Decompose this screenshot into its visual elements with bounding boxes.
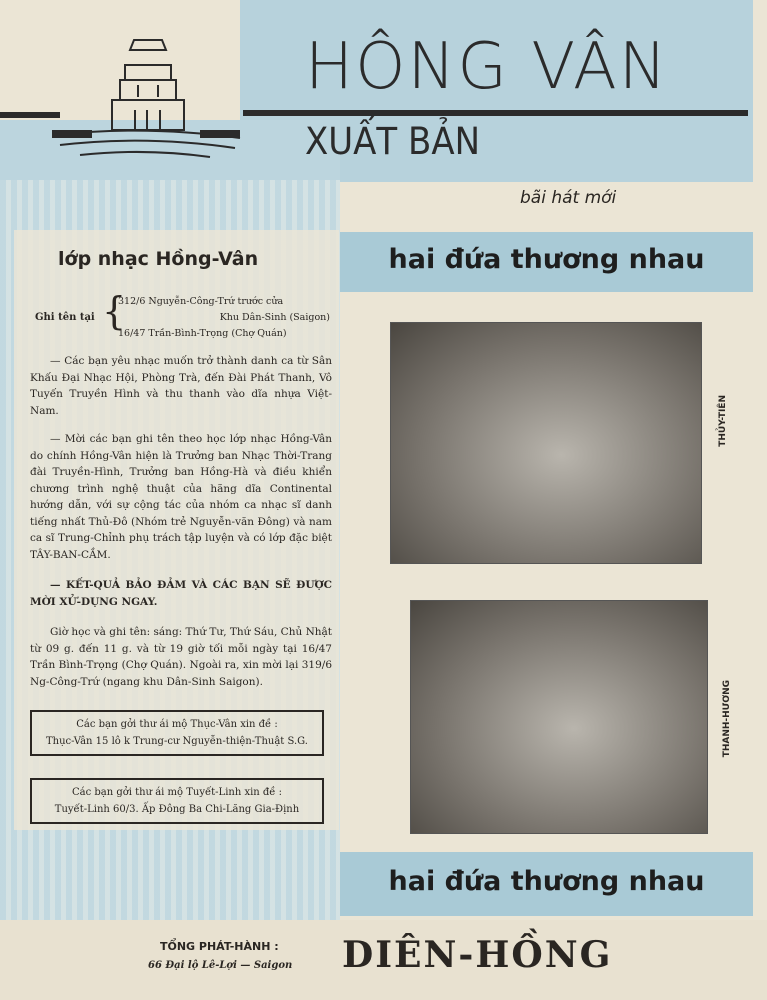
body-text <box>30 353 332 690</box>
fan-mail-box <box>30 778 324 824</box>
song-title: hai đứa thương nhau <box>388 866 705 897</box>
paragraph: — Các bạn yêu nhạc muốn trở thành danh ca từ Sân Khấu Đại Nhạc Hội, Phòng Trà, đến Đài Phát Thanh, Vô Tuyến Truyền Hình và thu thanh vào dĩa nhựa Việt-Nam. <box>30 355 332 417</box>
pagoda-tower-icon <box>50 30 245 165</box>
box-line: Thục-Vân 15 lô k Trung-cư Nguyễn-thiện-Thuật S.G. <box>45 736 308 747</box>
address: Khu Dân-Sinh (Saigon) <box>219 312 330 323</box>
register-label: Ghi tên tại <box>35 312 95 323</box>
class-heading: lớp nhạc Hồng-Vân <box>58 248 259 270</box>
fan-mail-box <box>30 710 324 756</box>
song-title-band-bottom <box>340 852 753 916</box>
distributor-label: TỔNG PHÁT-HÀNH : <box>160 940 279 953</box>
tagline: bãi hát mới <box>520 188 617 208</box>
header-rule-right <box>243 110 748 116</box>
brace: { <box>102 289 127 333</box>
address: 312/6 Nguyễn-Công-Trứ trước cửa <box>118 296 284 307</box>
box-line: Tuyết-Linh 60/3. Ấp Đông Ba Chi-Lăng Gia-Định <box>54 804 300 815</box>
box-line: Các bạn gởi thư ái mộ Thục-Vân xin đề : <box>76 719 278 730</box>
footer <box>0 920 767 1000</box>
box-line: Các bạn gởi thư ái mộ Tuyết-Linh xin đề : <box>71 787 283 798</box>
distributor-name: DIÊN-HỒNG <box>342 934 613 976</box>
photo-caption: THỦY-TIÊN <box>718 395 728 447</box>
publisher-subtitle: XUẤT BẢN <box>305 120 481 164</box>
header-rule-left <box>0 112 60 118</box>
paragraph: — KẾT-QUẢ BẢO ĐẢM VÀ CÁC BẠN SẼ ĐƯỢC MỜI XỬ-DỤNG NGAY. <box>30 579 332 608</box>
photo-caption: THANH-HƯƠNG <box>722 680 732 758</box>
paragraph: — Mời các bạn ghi tên theo học lớp nhạc Hồng-Vân do chính Hồng-Vân hiện là Trưởng ban Nhạc Thời-Trang đài Truyền-Hình, Trưởng ban Hồng-Hà và điều khiển chương trình nghệ thuật của hãng dĩa Continental hướng dẫn, với sự cộng tác của nhóm ca nhạc sĩ danh tiếng nhất Thủ-Đô (Nhóm trẻ Nguyễn-văn Đông) và nam ca sĩ Trung-Chỉnh phụ trách tập luyện và có lớp đặc biệt TÂY-BAN-CẦM. <box>30 433 332 561</box>
song-title-band-top <box>340 232 753 292</box>
publisher-title: HÔNG VÂN <box>305 30 669 104</box>
song-title: hai đứa thương nhau <box>388 244 705 275</box>
singer-photo <box>390 322 702 564</box>
singer-photo <box>410 600 708 834</box>
paragraph: Giờ học và ghi tên: sáng: Thứ Tư, Thứ Sáu, Chủ Nhật từ 09 g. đến 11 g. và từ 19 giờ tối mỗi ngày tại 16/47 Trần Bình-Trọng (Chợ Quán). Ngoài ra, xin mời lại 319/6 Ng-Công-Trứ (ngang khu Dân-Sinh Saigon). <box>30 626 332 688</box>
distributor-address: 66 Đại lộ Lê-Lợi — Saigon <box>148 960 293 971</box>
address-list <box>118 294 330 342</box>
address: 16/47 Trần-Bình-Trọng (Chợ Quán) <box>118 328 287 339</box>
